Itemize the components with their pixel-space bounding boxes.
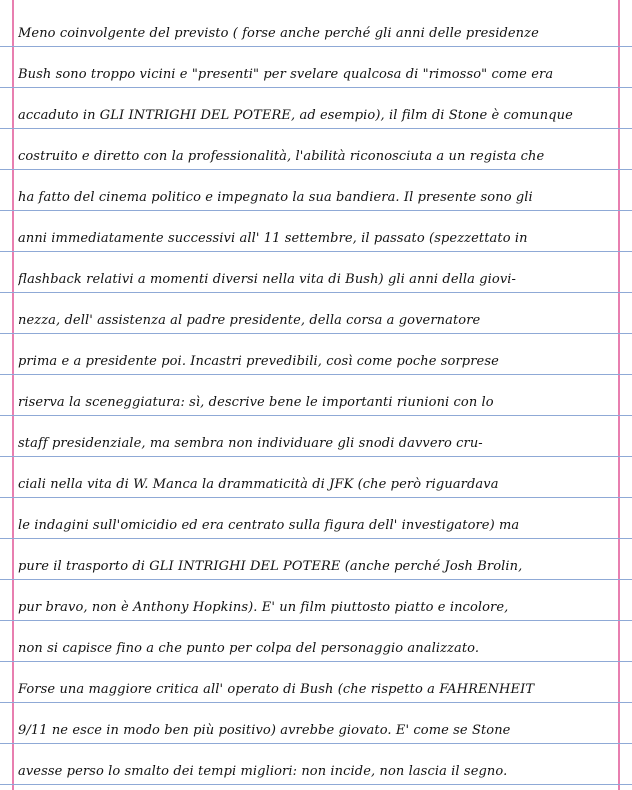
text-line: non si capisce fino a che punto per colpa del personaggio analizzato.: [18, 641, 480, 656]
text-line: ciali nella vita di W. Manca la drammaticità di JFK (che però riguardava: [18, 477, 499, 492]
text-line: accaduto in GLI INTRIGHI DEL POTERE, ad esempio), il film di Stone è comunque: [18, 108, 573, 123]
text-line: anni immediatamente successivi all' 11 settembre, il passato (spezzettato in: [18, 231, 528, 246]
text-line: riserva la sceneggiatura: sì, descrive bene le importanti riunioni con lo: [18, 395, 494, 410]
text-line: Bush sono troppo vicini e "presenti" per svelare qualcosa di "rimosso" come era: [18, 67, 554, 82]
text-line: staff presidenziale, ma sembra non individuare gli snodi davvero cru-: [18, 436, 483, 451]
text-line: pure il trasporto di GLI INTRIGHI DEL POTERE (anche perché Josh Brolin,: [18, 559, 523, 574]
text-line: le indagini sull'omicidio ed era centrato sulla figura dell' investigatore) ma: [18, 518, 520, 533]
text-line: nezza, dell' assistenza al padre presidente, della corsa a governatore: [18, 313, 481, 328]
right-margin-line: [618, 0, 620, 790]
text-line: ha fatto del cinema politico e impegnato la sua bandiera. Il presente sono gli: [18, 190, 533, 205]
text-line: flashback relativi a momenti diversi nella vita di Bush) gli anni della giovi-: [18, 272, 517, 287]
text-line: 9/11 ne esce in modo ben più positivo) avrebbe giovato. E' come se Stone: [18, 723, 511, 738]
text-line: prima e a presidente poi. Incastri prevedibili, così come poche sorprese: [18, 354, 499, 369]
text-line: pur bravo, non è Anthony Hopkins). E' un film piuttosto piatto e incolore,: [18, 600, 509, 615]
text-line: Forse una maggiore critica all' operato di Bush (che rispetto a FAHRENHEIT: [18, 682, 535, 697]
left-margin-line: [12, 0, 14, 790]
text-line: avesse perso lo smalto dei tempi migliori: non incide, non lascia il segno.: [18, 764, 508, 779]
text-line: costruito e diretto con la professionalità, l'abilità riconosciuta a un regista che: [18, 149, 545, 164]
text-line: Meno coinvolgente del previsto ( forse anche perché gli anni delle presidenze: [18, 26, 539, 41]
